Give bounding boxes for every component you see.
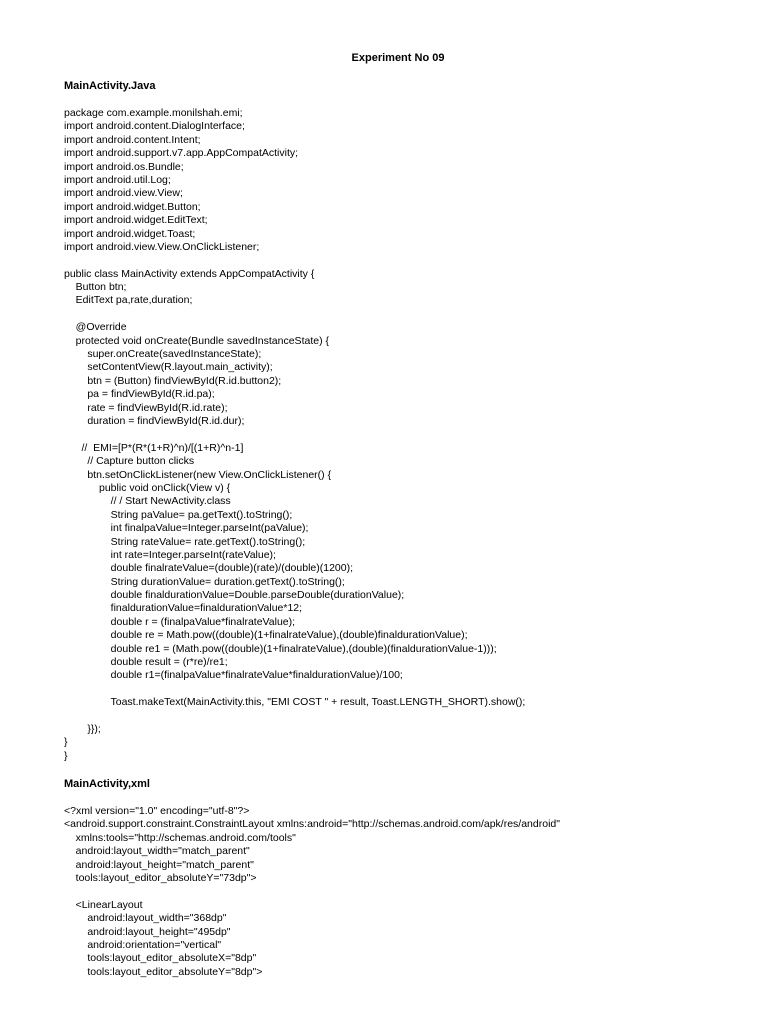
- code-line: double r = (finalpaValue*finalrateValue);: [64, 615, 296, 628]
- code-line: import android.support.v7.app.AppCompatActivity;: [64, 147, 299, 160]
- code-line: [64, 254, 744, 267]
- code-line: }: [64, 736, 68, 749]
- code-line: int rate=Integer.parseInt(rateValue);: [64, 548, 276, 561]
- code-line: import android.view.View.OnClickListener;: [64, 240, 260, 253]
- code-line: double re = Math.pow((double)(1+finalrateValue),(double)finaldurationValue);: [64, 629, 468, 642]
- section-heading-xml: MainActivity,xml: [64, 778, 150, 790]
- code-line: super.onCreate(savedInstanceState);: [64, 348, 262, 361]
- code-line: Toast.makeText(MainActivity.this, "EMI COST " + result, Toast.LENGTH_SHORT).show();: [64, 696, 526, 709]
- code-line: public class MainActivity extends AppCompatActivity {: [64, 267, 315, 280]
- code-line: String durationValue= duration.getText().toString();: [64, 575, 345, 588]
- code-line: import android.content.Intent;: [64, 133, 201, 146]
- code-line: String paValue= pa.getText().toString();: [64, 508, 293, 521]
- code-line: [64, 308, 744, 321]
- code-line: <?xml version="1.0" encoding="utf-8"?>: [64, 805, 250, 817]
- code-line: double finaldurationValue=Double.parseDouble(durationValue);: [64, 589, 405, 602]
- code-line: Button btn;: [64, 281, 127, 294]
- code-line: import android.util.Log;: [64, 173, 171, 186]
- code-line: double result = (r*re)/re1;: [64, 656, 228, 669]
- code-line: android:layout_width="match_parent": [64, 845, 250, 858]
- code-line: android:layout_width="368dp": [64, 912, 227, 925]
- code-line: }});: [64, 722, 101, 735]
- section-heading-java: MainActivity.Java: [64, 80, 156, 92]
- code-line: duration = findViewById(R.id.dur);: [64, 414, 245, 427]
- code-line: tools:layout_editor_absoluteY="8dp">: [64, 965, 263, 978]
- page-title: Experiment No 09: [351, 52, 445, 64]
- code-line: // EMI=[P*(R*(1+R)^n)/[(1+R)^n-1]: [64, 441, 244, 454]
- code-line: import android.widget.Button;: [64, 200, 201, 213]
- code-line: EditText pa,rate,duration;: [64, 294, 193, 307]
- code-line: @Override: [64, 321, 127, 334]
- code-line: setContentView(R.layout.main_activity);: [64, 361, 273, 374]
- code-line: android:layout_height="match_parent": [64, 858, 254, 871]
- code-line: <android.support.constraint.ConstraintLayout xmlns:android="http://schemas.android.com/apk/res/android": [64, 818, 560, 831]
- code-line: rate = findViewById(R.id.rate);: [64, 401, 228, 414]
- code-line: import android.os.Bundle;: [64, 160, 184, 173]
- code-line: xmlns:tools="http://schemas.android.com/tools": [64, 831, 296, 844]
- code-line: [64, 885, 744, 898]
- code-line: // / Start NewActivity.class: [64, 495, 231, 508]
- code-line: [64, 710, 744, 723]
- code-line: import android.widget.EditText;: [64, 214, 208, 227]
- code-line: package com.example.monilshah.emi;: [64, 107, 243, 119]
- code-line: android:layout_height="495dp": [64, 925, 231, 938]
- code-line: [64, 428, 744, 441]
- code-line: finaldurationValue=finaldurationValue*12;: [64, 602, 303, 615]
- code-line: import android.content.DialogInterface;: [64, 120, 245, 133]
- code-line: // Capture button clicks: [64, 455, 195, 468]
- code-line: android:orientation="vertical": [64, 938, 222, 951]
- code-block-java: [64, 107, 744, 763]
- code-line: <LinearLayout: [64, 898, 143, 911]
- code-line: double r1=(finalpaValue*finalrateValue*finaldurationValue)/100;: [64, 669, 403, 682]
- code-line: double re1 = (Math.pow((double)(1+finalrateValue),(double)(finaldurationValue-1)));: [64, 642, 497, 655]
- code-block-xml: [64, 805, 744, 979]
- code-line: String rateValue= rate.getText().toString();: [64, 535, 306, 548]
- code-line: public void onClick(View v) {: [64, 481, 231, 494]
- code-line: import android.widget.Toast;: [64, 227, 196, 240]
- code-line: double finalrateValue=(double)(rate)/(double)(1200);: [64, 562, 354, 575]
- code-line: tools:layout_editor_absoluteX="8dp": [64, 952, 257, 965]
- code-line: pa = findViewById(R.id.pa);: [64, 388, 215, 401]
- code-line: }: [64, 749, 68, 762]
- code-line: [64, 683, 744, 696]
- code-line: btn.setOnClickListener(new View.OnClickListener() {: [64, 468, 332, 481]
- code-line: import android.view.View;: [64, 187, 183, 200]
- code-line: protected void onCreate(Bundle savedInstanceState) {: [64, 334, 329, 347]
- code-line: tools:layout_editor_absoluteY="73dp">: [64, 871, 257, 884]
- code-line: int finalpaValue=Integer.parseInt(paValue);: [64, 522, 309, 535]
- code-line: btn = (Button) findViewById(R.id.button2);: [64, 374, 282, 387]
